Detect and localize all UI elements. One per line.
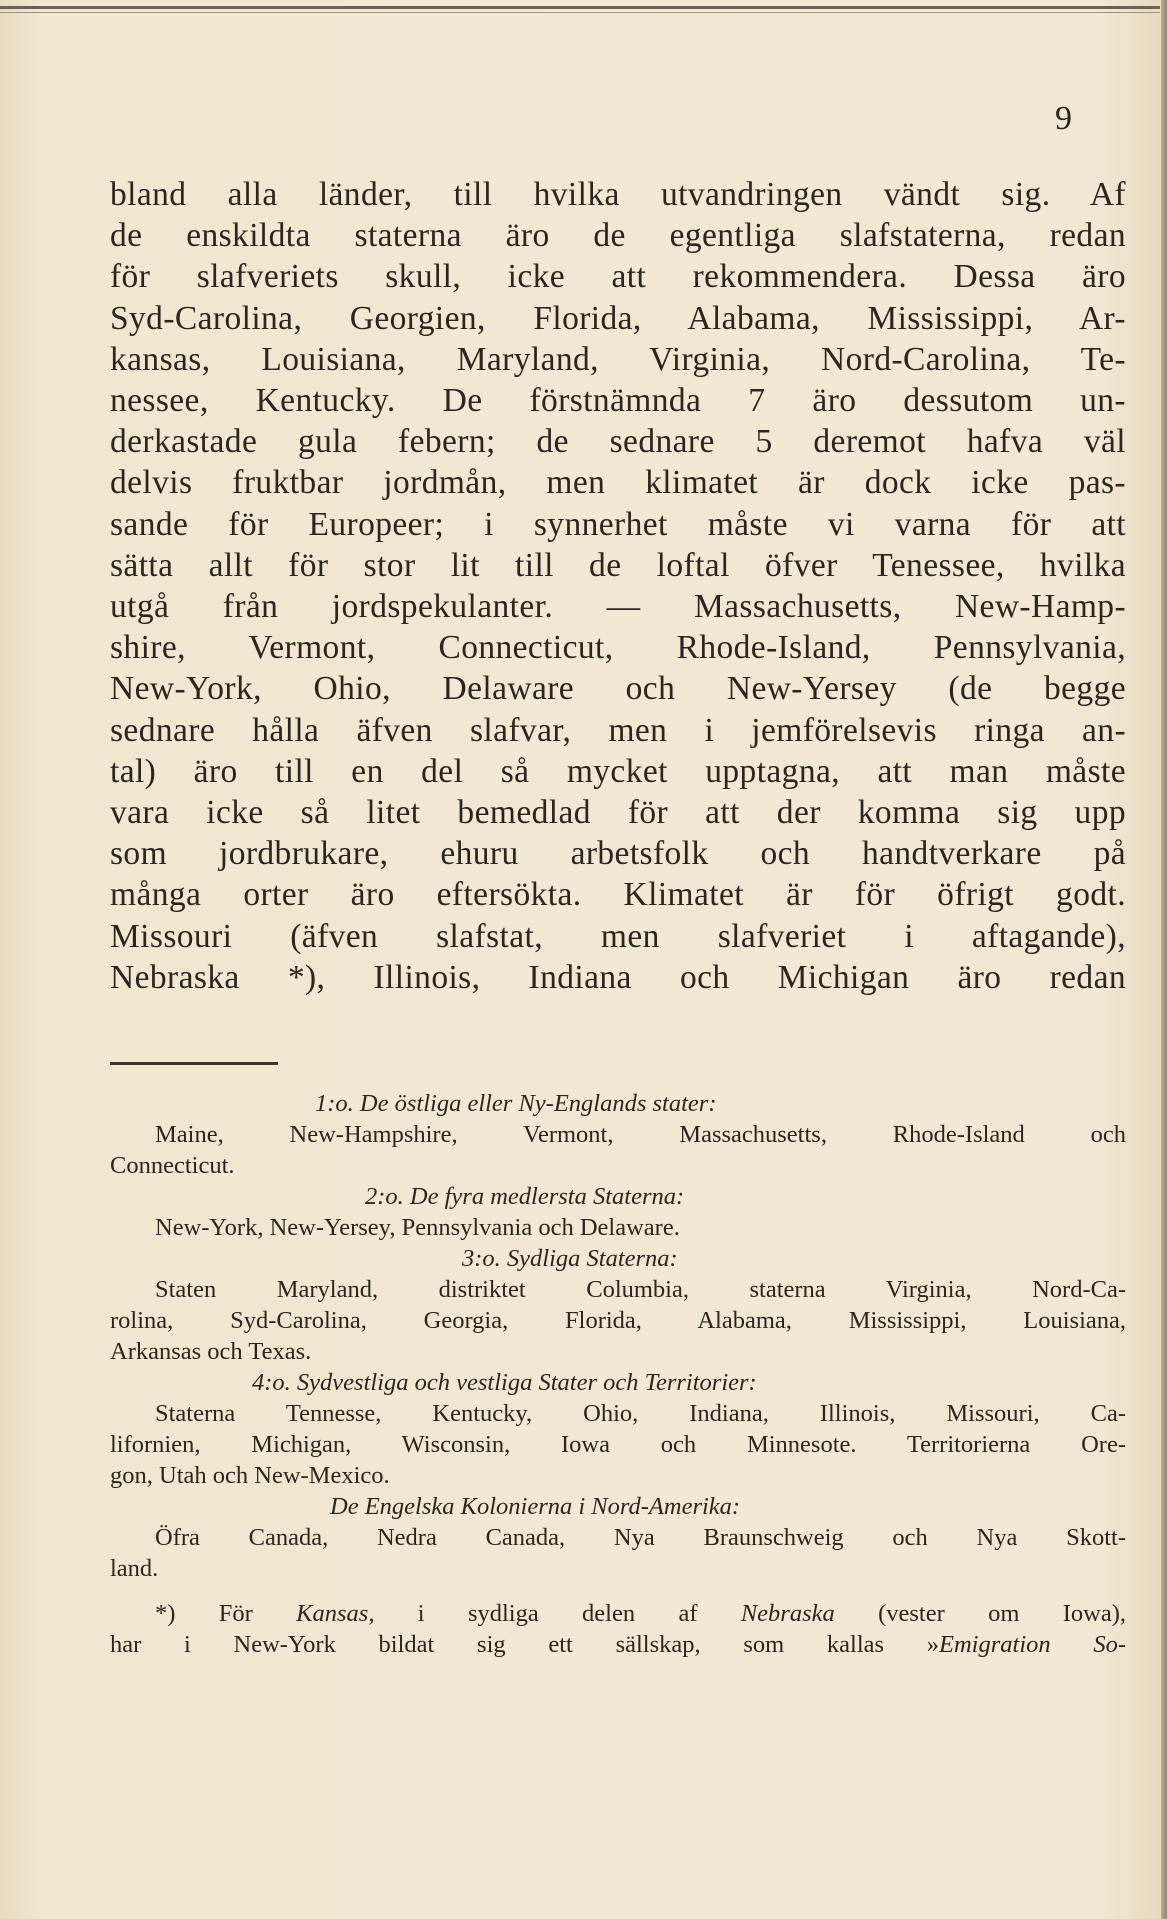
note-line: Connecticut.: [110, 1152, 235, 1179]
footnote-text: har i New-York bildat sig ett sällskap, som kallas »: [110, 1631, 940, 1658]
note-heading: [110, 1491, 1126, 1522]
text-line: som jordbrukare, ehuru arbetsfolk och handtverkare på: [110, 835, 1126, 873]
text-line: vara icke så litet bemedlad för att der komma sig upp: [110, 794, 1126, 832]
page-number: 9: [1055, 100, 1072, 137]
note-title: Sydliga Staterna:: [506, 1245, 678, 1272]
note-line: rolina, Syd-Carolina, Georgia, Florida, Alabama, Mississippi, Louisiana,: [110, 1307, 1126, 1334]
text-line: för slafveriets skull, icke att rekommendera. Dessa äro: [110, 258, 1126, 296]
text-line: sätta allt för stor lit till de loftal öfver Tenessee, hvilka: [110, 546, 1126, 584]
note-heading: [110, 1367, 1126, 1398]
note-line: Arkansas och Texas.: [110, 1338, 312, 1365]
footnote-text: i sydliga delen af: [417, 1600, 698, 1627]
text-line: sande för Europeer; i synnerhet måste vi varna för att: [110, 505, 1126, 543]
note-line: lifornien, Michigan, Wisconsin, Iowa och Minnesote. Territorierna Ore-: [110, 1431, 1126, 1458]
text-line: de enskildta staterna äro de egentliga slafstaterna, redan: [110, 217, 1126, 255]
top-rule-thin: [0, 12, 1160, 13]
note-title: De Engelska Kolonierna i Nord-Amerika:: [330, 1493, 741, 1520]
note-line: Maine, New-Hampshire, Vermont, Massachusetts, Rhode-Island och: [155, 1121, 1126, 1148]
text-line: Missouri (äfven slafstat, men slafveriet i aftagande),: [110, 917, 1126, 955]
text-line: tal) äro till en del så mycket upptagna, att man måste: [110, 752, 1126, 790]
note-line: New-York, New-Yersey, Pennsylvania och Delaware.: [155, 1214, 680, 1241]
note-title: De östliga eller Ny-Englands stater:: [359, 1090, 717, 1117]
note-number: 1:o.: [315, 1090, 354, 1117]
footnote-kansas: Kansas,: [296, 1600, 375, 1627]
footnote-nebraska: Nebraska: [740, 1600, 835, 1627]
note-line: gon, Utah och New-Mexico.: [110, 1462, 390, 1489]
text-line: derkastade gula febern; de sednare 5 deremot hafva väl: [110, 423, 1126, 461]
note-line: Staten Maryland, distriktet Columbia, staterna Virginia, Nord-Ca-: [155, 1276, 1126, 1303]
note-line: Öfra Canada, Nedra Canada, Nya Braunschweig och Nya Skott-: [155, 1524, 1126, 1551]
text-line: utgå från jordspekulanter. — Massachusetts, New-Hamp-: [110, 588, 1126, 626]
text-line: delvis fruktbar jordmån, men klimatet är dock icke pas-: [110, 464, 1126, 502]
footnote-text: För: [218, 1600, 253, 1627]
footnote-line-2: [110, 1629, 1126, 1660]
page-edge: [1161, 0, 1167, 1919]
note-number: 2:o.: [365, 1183, 404, 1210]
note-title: De fyra medlersta Staterna:: [409, 1183, 685, 1210]
text-line: kansas, Louisiana, Maryland, Virginia, Nord-Carolina, Te-: [110, 340, 1126, 378]
note-number: 4:o.: [252, 1369, 291, 1396]
footnote-marker: *): [155, 1600, 176, 1627]
text-line: nessee, Kentucky. De förstnämnda 7 äro dessutom un-: [110, 382, 1126, 420]
text-line: Syd-Carolina, Georgien, Florida, Alabama, Mississippi, Ar-: [110, 299, 1126, 337]
text-line: New-York, Ohio, Delaware och New-Yersey (de begge: [110, 670, 1126, 708]
footnotes-section: [110, 1088, 1126, 1660]
asterisk-footnote: [110, 1598, 1126, 1629]
text-line: sednare hålla äfven slafvar, men i jemförelsevis ringa an-: [110, 711, 1126, 749]
note-heading: [110, 1088, 1126, 1119]
text-line: shire, Vermont, Connecticut, Rhode-Island, Pennsylvania,: [110, 629, 1126, 667]
note-heading: [110, 1243, 1126, 1274]
footnote-text: (vester om Iowa),: [878, 1600, 1127, 1627]
main-text: [110, 174, 1126, 998]
text-line: Nebraska *), Illinois, Indiana och Michigan äro redan: [110, 958, 1126, 996]
note-title: Sydvestliga och vestliga Stater och Territorier:: [296, 1369, 757, 1396]
text-line: många orter äro eftersökta. Klimatet är för öfrigt godt.: [110, 876, 1126, 914]
note-line: land.: [110, 1555, 159, 1582]
footnote-emigration: Emigration So-: [939, 1631, 1127, 1658]
text-line: bland alla länder, till hvilka utvandringen vändt sig. Af: [110, 176, 1126, 213]
note-line: Staterna Tennesse, Kentucky, Ohio, Indiana, Illinois, Missouri, Ca-: [155, 1400, 1126, 1427]
top-rule: [0, 6, 1160, 9]
footnote-separator: [110, 1062, 278, 1065]
note-number: 3:o.: [462, 1245, 501, 1272]
note-heading: [110, 1181, 1126, 1212]
